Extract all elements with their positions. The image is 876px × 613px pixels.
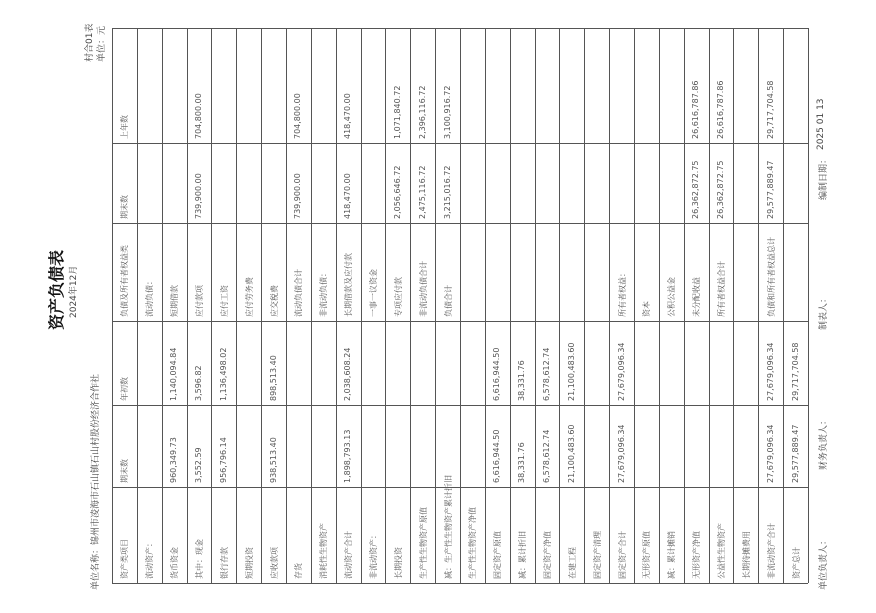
org-label: 单位名称： xyxy=(91,544,101,590)
table-row-divider xyxy=(535,28,536,583)
asset-end-value: 6,578,612.74 xyxy=(542,429,551,483)
asset-end-value: 6,616,944.50 xyxy=(492,429,502,483)
header-liab-end: 期末数 xyxy=(120,195,130,219)
asset-label: 减：生产性生物资产累计折旧 xyxy=(443,475,453,579)
asset-begin-value: 38,331.76 xyxy=(517,360,527,401)
table-row-divider xyxy=(609,28,610,583)
doc-title: 资产负债表 xyxy=(47,249,66,330)
asset-begin-value: 6,616,944.50 xyxy=(492,347,502,401)
table-row-divider xyxy=(684,28,685,583)
asset-end-value: 21,100,483.60 xyxy=(566,424,576,483)
asset-label: 减：累计摊销 xyxy=(667,531,677,579)
liability-label: 非流动负债合计 xyxy=(418,261,428,317)
table-row-divider xyxy=(808,28,809,583)
table-row-divider xyxy=(758,28,759,583)
liability-end-value: 739,900.00 xyxy=(194,173,203,219)
table-row-divider xyxy=(634,28,635,583)
table-row-divider xyxy=(659,28,660,583)
asset-label: 银行存款 xyxy=(219,547,229,579)
doc-period: 2024年12月 xyxy=(69,265,79,318)
liability-label: 资本 xyxy=(642,301,652,317)
asset-begin-value: 1,136,498.02 xyxy=(218,347,228,401)
table-row-divider xyxy=(361,28,362,583)
asset-begin-value: 21,100,483.60 xyxy=(566,342,576,401)
asset-label: 无形资产原值 xyxy=(642,531,652,579)
liability-begin-value: 704,800.00 xyxy=(293,93,303,139)
liability-label: 专项应付款 xyxy=(393,277,403,317)
footer-date-label: 编制日期： xyxy=(819,154,829,200)
asset-begin-value: 27,679,096.34 xyxy=(765,342,775,401)
asset-end-value: 1,898,793.13 xyxy=(343,429,353,483)
table-row-divider xyxy=(410,28,411,583)
asset-end-value: 27,679,096.34 xyxy=(616,424,626,483)
liability-label: 负债合计 xyxy=(443,285,453,317)
table-row-divider xyxy=(435,28,436,583)
table-row-divider xyxy=(261,28,262,583)
liability-begin-value: 418,470.00 xyxy=(343,93,353,139)
org-name: 锦州市凌海市石山镇石山村股份经济合作社 xyxy=(91,373,101,545)
asset-label: 消耗性生物资产 xyxy=(319,523,329,579)
liability-begin-value: 2,396,116.72 xyxy=(417,85,427,139)
table-row-divider xyxy=(559,28,560,583)
header-liab-item: 负债及所有者权益类 xyxy=(120,245,130,317)
table-row-divider xyxy=(783,28,784,583)
table-column-divider xyxy=(112,321,808,322)
table-row-divider xyxy=(733,28,734,583)
liability-end-value: 739,900.00 xyxy=(293,173,303,219)
table-row-divider xyxy=(187,28,188,583)
header-liab-begin: 上年数 xyxy=(120,115,130,139)
asset-label: 存货 xyxy=(294,563,304,579)
asset-begin-value: 898,513.40 xyxy=(268,355,278,401)
liability-label: 公积公益金 xyxy=(667,277,677,317)
liability-end-value: 418,470.00 xyxy=(343,173,353,219)
table-row-divider xyxy=(485,28,486,583)
asset-label: 应收款项 xyxy=(269,547,279,579)
table-column-divider xyxy=(112,143,808,144)
liability-label: 流动负债： xyxy=(145,277,155,317)
liability-begin-value: 26,616,787.86 xyxy=(691,80,701,139)
asset-label: 流动资产： xyxy=(145,539,155,579)
table-column-divider xyxy=(112,223,808,224)
liability-end-value: 29,577,889.47 xyxy=(765,160,775,219)
liability-end-value: 26,362,872.75 xyxy=(691,160,701,219)
liability-label: 一事一议资金 xyxy=(369,269,378,317)
table-row-divider xyxy=(112,28,113,583)
table-column-divider xyxy=(112,405,808,406)
table-row-divider xyxy=(162,28,163,583)
form-number: 村合01表 xyxy=(85,23,95,62)
footer-date: 2025 01 13 xyxy=(816,98,826,150)
liability-label: 所有者权益合计 xyxy=(717,261,726,317)
asset-begin-value: 3,596.82 xyxy=(194,365,203,401)
liability-begin-value: 29,717,704.58 xyxy=(765,80,775,139)
asset-end-value: 938,513.40 xyxy=(268,437,278,483)
asset-label: 长期投资 xyxy=(393,547,403,579)
header-asset-item: 资产类项目 xyxy=(120,539,130,579)
header-asset-begin: 年初数 xyxy=(120,377,130,401)
asset-end-value: 956,796.14 xyxy=(218,437,228,483)
table-column-divider xyxy=(112,583,808,584)
table-row-divider xyxy=(211,28,212,583)
liability-begin-value: 704,800.00 xyxy=(194,93,203,139)
table-row-divider xyxy=(137,28,138,583)
asset-end-value: 29,577,889.47 xyxy=(790,424,800,483)
asset-label: 在建工程 xyxy=(567,547,577,579)
asset-begin-value: 27,679,096.34 xyxy=(616,342,626,401)
liability-label: 负债和所有者权益总计 xyxy=(766,237,776,317)
liability-label: 未分配收益 xyxy=(692,277,702,317)
asset-label: 固定资产净值 xyxy=(543,531,552,579)
liability-label: 非流动负债： xyxy=(319,269,329,317)
asset-label: 公益性生物资产 xyxy=(717,523,726,579)
liability-label: 短期借款 xyxy=(170,285,180,317)
asset-label: 流动资产合计 xyxy=(344,531,354,579)
asset-end-value: 38,331.76 xyxy=(517,442,527,483)
table-row-divider xyxy=(311,28,312,583)
asset-label: 非流动资产合计 xyxy=(766,523,776,579)
liability-label: 应付工资 xyxy=(219,285,229,317)
liability-label: 应交税费 xyxy=(269,285,279,317)
asset-label: 减：累计折旧 xyxy=(518,531,528,579)
table-row-divider xyxy=(385,28,386,583)
liability-end-value: 26,362,872.75 xyxy=(716,160,725,219)
asset-label: 无形资产净值 xyxy=(692,531,702,579)
table-row-divider xyxy=(510,28,511,583)
asset-label: 非流动资产： xyxy=(369,531,378,579)
table-row-divider xyxy=(236,28,237,583)
asset-label: 固定资产合计 xyxy=(617,531,627,579)
table-column-divider xyxy=(112,487,808,488)
liability-label: 所有者权益： xyxy=(617,269,627,317)
asset-label: 其中：现金 xyxy=(195,539,204,579)
liability-begin-value: 3,100,916.72 xyxy=(442,85,452,139)
liability-label: 长期借款及应付款 xyxy=(344,253,354,317)
liability-begin-value: 1,071,840.72 xyxy=(392,85,402,139)
asset-begin-value: 29,717,704.58 xyxy=(790,342,800,401)
asset-begin-value: 2,038,608.24 xyxy=(343,347,353,401)
asset-end-value: 27,679,096.34 xyxy=(765,424,775,483)
table-row-divider xyxy=(336,28,337,583)
footer-leader: 单位负责人： xyxy=(819,535,829,590)
liability-label: 应付劳务费 xyxy=(244,277,254,317)
asset-label: 短期投资 xyxy=(244,547,254,579)
liability-end-value: 2,056,646.72 xyxy=(392,165,402,219)
asset-label: 资产总计 xyxy=(791,547,801,579)
asset-label: 固定资产原值 xyxy=(493,531,503,579)
asset-label: 生产性生物资产净值 xyxy=(468,507,478,579)
table-row-divider xyxy=(460,28,461,583)
asset-label: 长期待摊费用 xyxy=(741,531,751,579)
asset-end-value: 960,349.73 xyxy=(169,437,179,483)
liability-begin-value: 26,616,787.86 xyxy=(716,80,725,139)
table-row-divider xyxy=(584,28,585,583)
unit-label: 单位：元 xyxy=(97,25,107,62)
liability-label: 流动负债合计 xyxy=(294,269,304,317)
asset-begin-value: 6,578,612.74 xyxy=(542,347,551,401)
footer-finance: 财务负责人： xyxy=(819,415,829,470)
balance-table xyxy=(112,28,808,583)
asset-label: 货币资金 xyxy=(170,547,180,579)
footer-preparer: 制表人： xyxy=(819,293,829,330)
liability-label: 应付款项 xyxy=(195,285,204,317)
asset-label: 生产性生物资产原值 xyxy=(418,507,428,579)
liability-end-value: 2,475,116.72 xyxy=(417,165,427,219)
table-row-divider xyxy=(709,28,710,583)
liability-end-value: 3,215,016.72 xyxy=(442,165,452,219)
table-column-divider xyxy=(112,28,808,29)
asset-end-value: 3,552.59 xyxy=(194,447,203,483)
asset-begin-value: 1,140,094.84 xyxy=(169,347,179,401)
table-row-divider xyxy=(286,28,287,583)
asset-label: 固定资产清理 xyxy=(592,531,602,579)
header-asset-end: 期末数 xyxy=(120,459,130,483)
